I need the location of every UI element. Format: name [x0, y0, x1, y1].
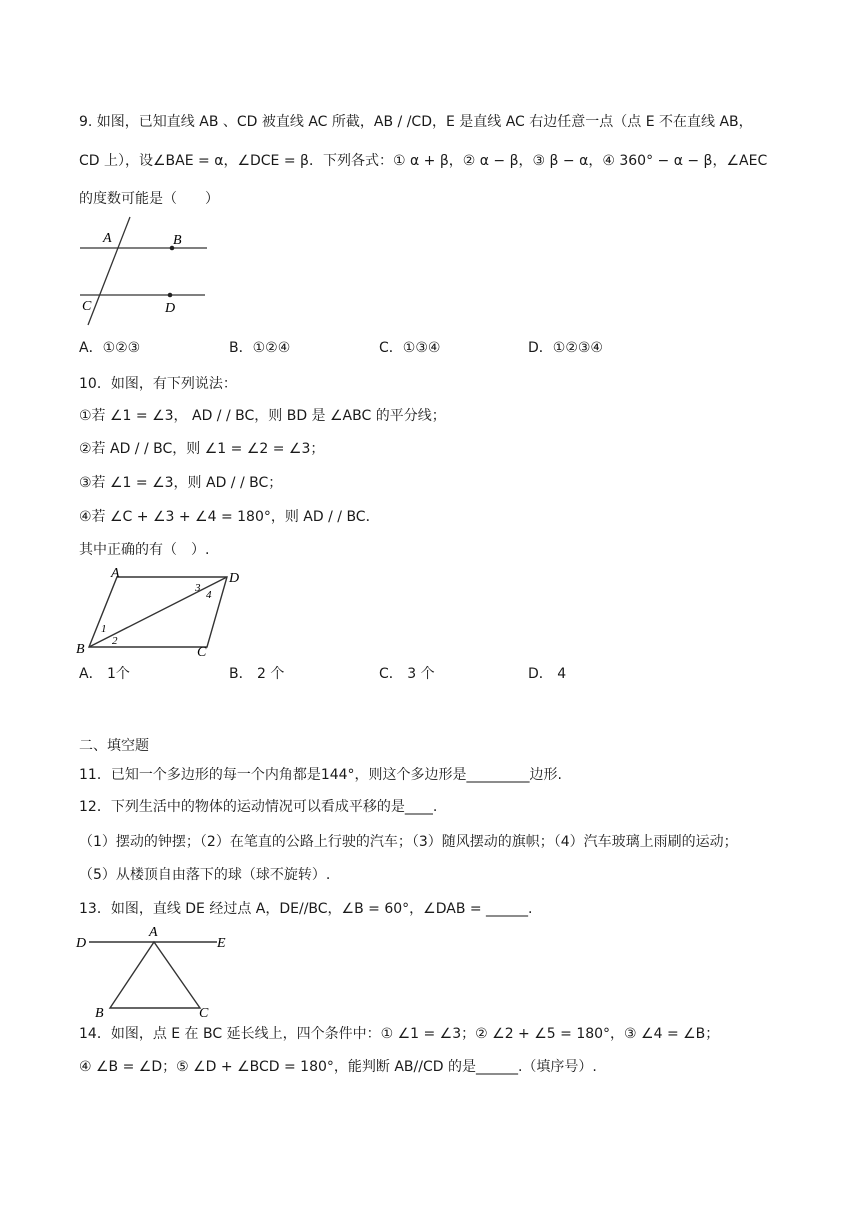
q9-option-b[interactable]: B．①②④ — [229, 340, 291, 356]
q10-question: 其中正确的有（ ）. — [79, 542, 210, 558]
q13-label-a: A — [149, 925, 158, 940]
q10-item-1: ①若 ∠1 = ∠3， AD / / BC，则 BD 是 ∠ABC 的平分线； — [79, 408, 446, 424]
q10-option-b[interactable]: B． 2 个 — [229, 666, 285, 682]
q10-angle-3: 3 — [195, 582, 201, 594]
q10-diagonal-bd — [89, 577, 227, 647]
q9-label-a: A — [103, 231, 112, 246]
q9-line1: 9. 如图，已知直线 AB 、CD 被直线 AC 所截，AB / /CD，E 是直线 AC 右边任意一点（点 E 不在直线 AB， — [79, 114, 753, 130]
q11-text: 11．已知一个多边形的每一个内角都是144°，则这个多边形是_________边形. — [79, 767, 562, 783]
q10-intro: 10．如图，有下列说法： — [79, 376, 237, 392]
q9-label-b: B — [173, 233, 182, 248]
q9-option-d[interactable]: D．①②③④ — [528, 340, 603, 356]
q10-item-2: ②若 AD / / BC，则 ∠1 = ∠2 = ∠3； — [79, 441, 325, 457]
q13-triangle — [110, 942, 200, 1008]
q10-option-a[interactable]: A． 1个 — [79, 666, 130, 682]
q9-line3: 的度数可能是（ ） — [79, 191, 219, 207]
q10-label-d: D — [229, 571, 240, 586]
q9-label-c: C — [82, 299, 92, 314]
section-heading-fill-blank: 二、填空题 — [79, 738, 149, 754]
q10-option-c[interactable]: C． 3 个 — [379, 666, 435, 682]
q10-angle-4: 4 — [206, 589, 212, 601]
q9-line2: CD 上），设∠BAE = α，∠DCE = β．下列各式：① α + β，② α − β，③ β − α，④ 360° − α − β，∠AEC — [79, 153, 768, 169]
q9-option-c[interactable]: C．①③④ — [379, 340, 441, 356]
q9-label-d: D — [165, 301, 176, 316]
q13-label-d: D — [76, 936, 87, 951]
q10-label-c: C — [197, 645, 207, 660]
q13-text: 13．如图，直线 DE 经过点 A，DE//BC，∠B = 60°，∠DAB = ______. — [79, 901, 533, 917]
q10-angle-2: 2 — [112, 635, 118, 647]
q12-line1: 12．下列生活中的物体的运动情况可以看成平移的是____. — [79, 799, 438, 815]
q13-figure — [75, 925, 235, 1020]
q13-label-e: E — [217, 936, 226, 951]
q14-line2: ④ ∠B = ∠D；⑤ ∠D + ∠BCD = 180°，能判断 AB//CD 的是______.（填序号）. — [79, 1059, 597, 1075]
q9-point-d — [168, 293, 173, 298]
q13-label-b: B — [95, 1006, 104, 1021]
q10-item-4: ④若 ∠C + ∠3 + ∠4 = 180°，则 AD / / BC． — [79, 509, 380, 525]
q12-line2: （1）摆动的钟摆；（2）在笔直的公路上行驶的汽车；（3）随风摆动的旗帜；（4）汽车玻璃上雨刷的运动； — [79, 834, 738, 850]
q9-option-a[interactable]: A．①②③ — [79, 340, 141, 356]
q10-option-d[interactable]: D． 4 — [528, 666, 567, 682]
q9-figure — [75, 215, 215, 330]
q10-figure — [75, 565, 250, 660]
q12-line3: （5）从楼顶自由落下的球（球不旋转）. — [79, 867, 331, 883]
q10-label-b: B — [76, 642, 85, 657]
q10-angle-1: 1 — [101, 623, 107, 635]
q10-item-3: ③若 ∠1 = ∠3，则 AD / / BC； — [79, 475, 283, 491]
q10-label-a: A — [111, 566, 120, 581]
q13-label-c: C — [199, 1006, 209, 1021]
q14-line1: 14．如图，点 E 在 BC 延长线上，四个条件中：① ∠1 = ∠3；② ∠2 + ∠5 = 180°，③ ∠4 = ∠B； — [79, 1026, 720, 1042]
